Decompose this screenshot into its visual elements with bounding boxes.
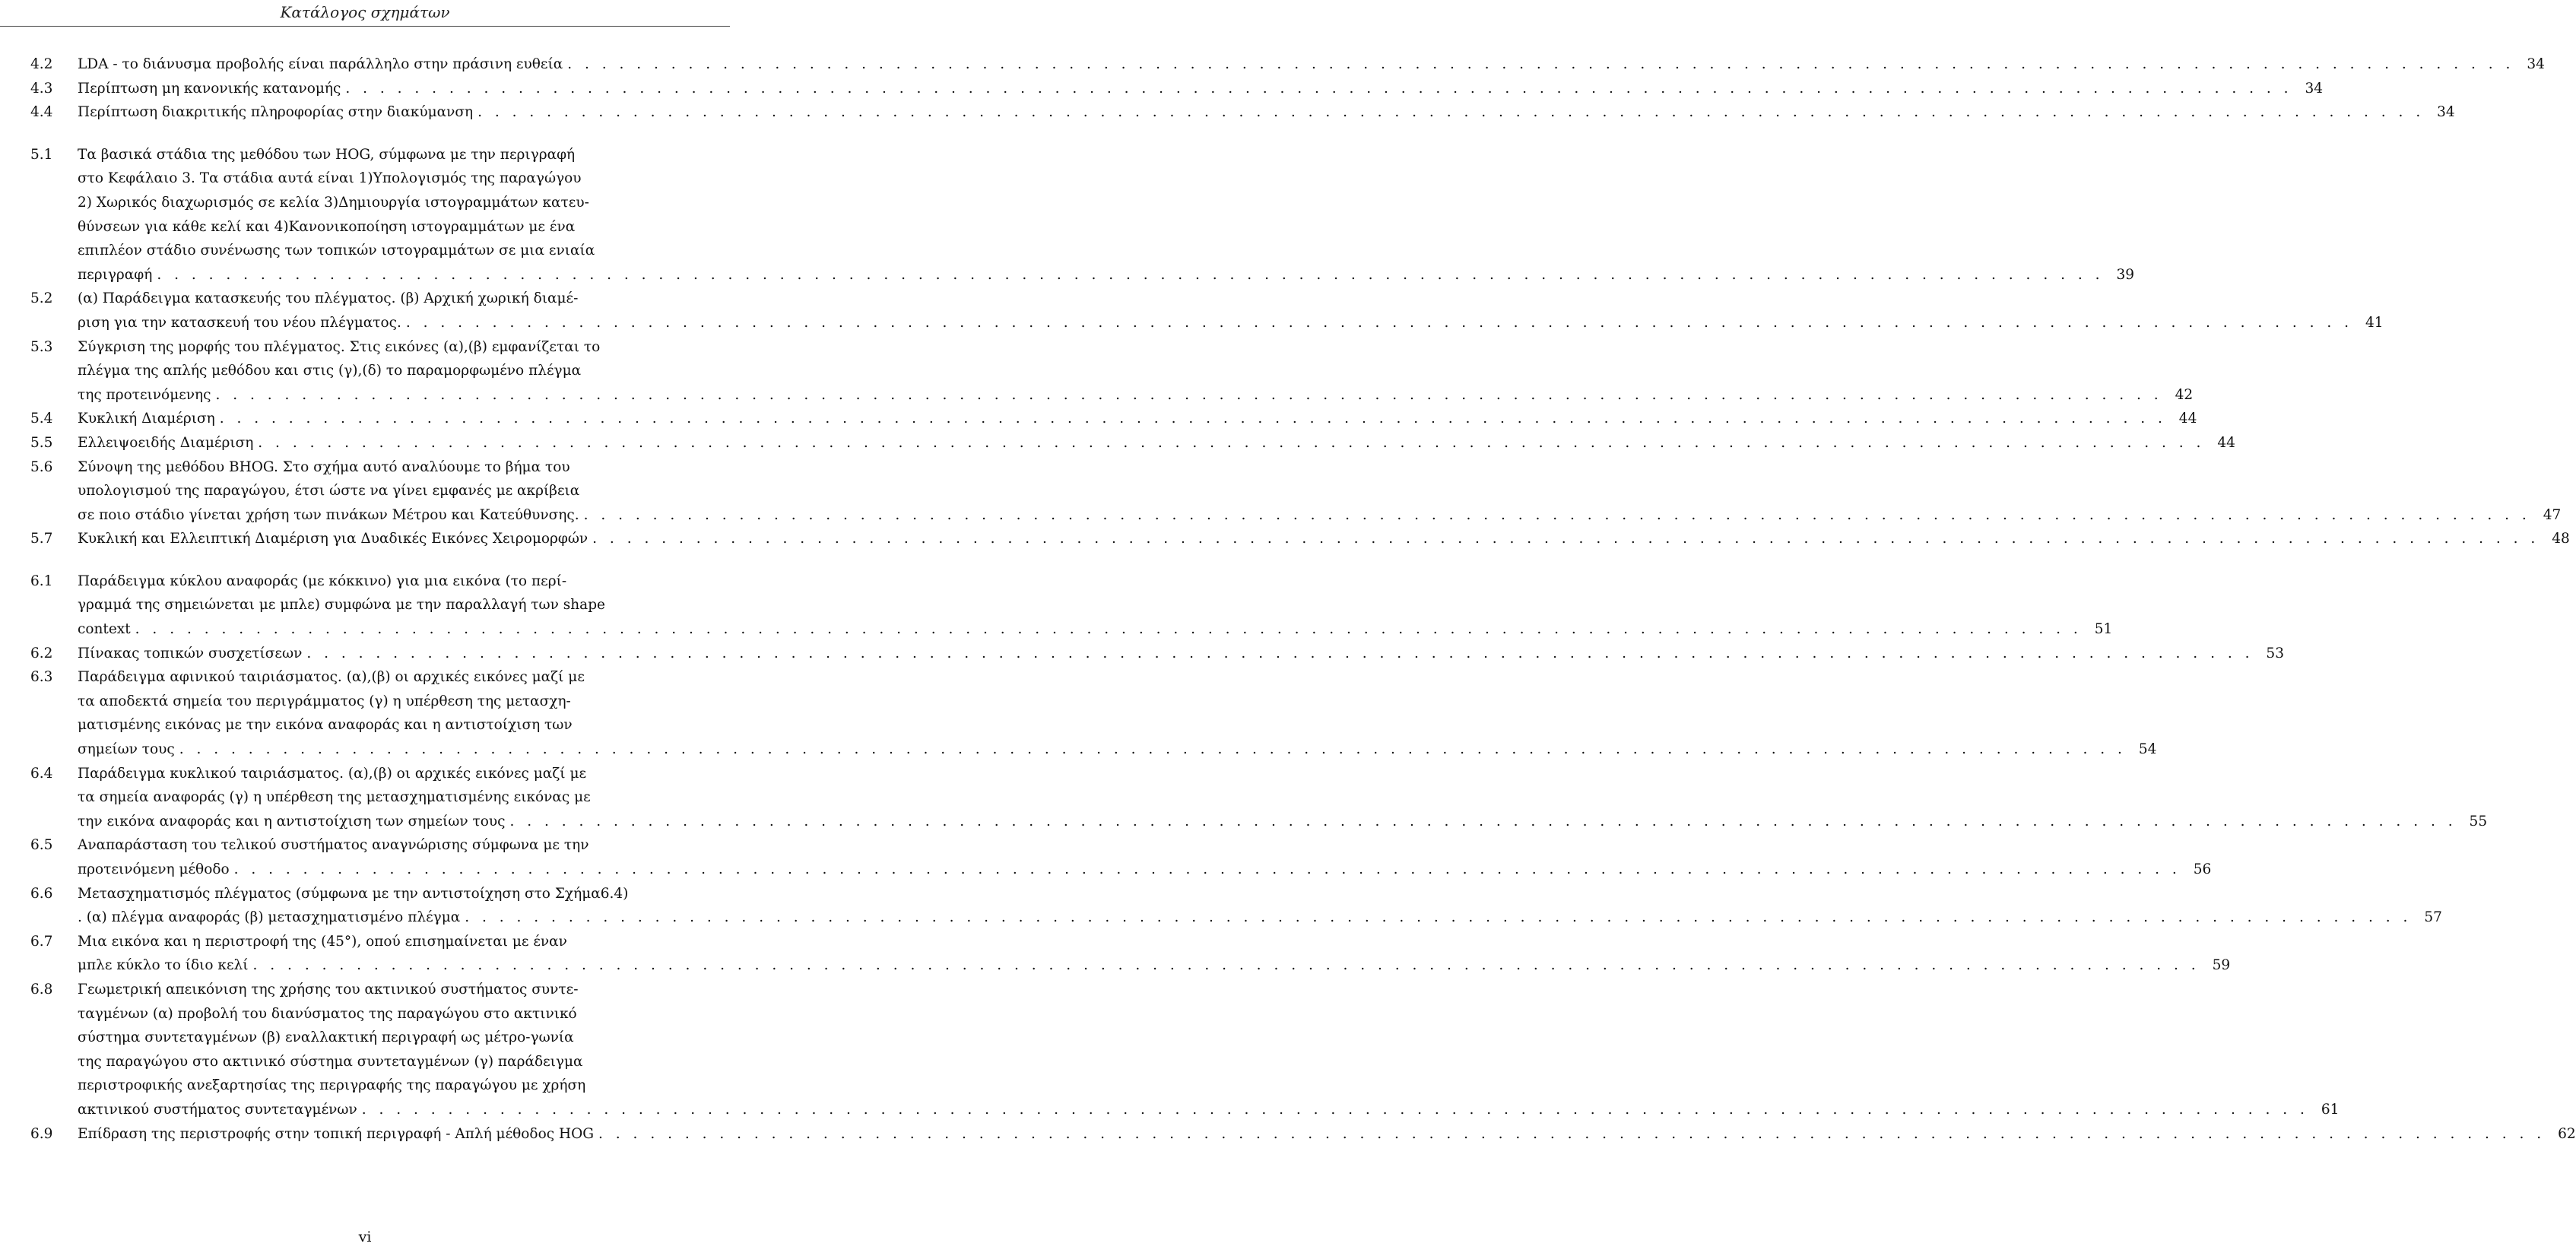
caption-text: Επίδραση της περιστροφής στην τοπική περιγραφή - Απλή μέθοδος HOG — [78, 1125, 595, 1142]
dot-leader — [563, 52, 2514, 77]
caption-text: στο Κεφάλαιο 3. Τα στάδια αυτά είναι 1)Υπολογισμός της παραγώγου — [78, 170, 582, 187]
toc-entry[interactable] — [30, 762, 2488, 834]
running-header: Κατάλογος σχημάτων — [280, 3, 450, 21]
figure-number: 6.2 — [30, 645, 53, 661]
caption-line — [78, 713, 2156, 738]
toc-entry[interactable] — [30, 978, 2340, 1122]
caption-text: Μια εικόνα και η περιστροφή της (45°), οπού επισημαίνεται με έναν — [78, 933, 567, 950]
caption-line — [78, 311, 2384, 335]
caption-text: Πίνακας τοπικών συσχετίσεων — [78, 645, 303, 661]
dot-leader — [249, 953, 2200, 978]
page-reference[interactable]: 51 — [2094, 621, 2113, 638]
caption-line — [78, 407, 2197, 431]
toc-entry[interactable] — [30, 569, 2113, 642]
figure-caption — [78, 882, 2442, 930]
figure-caption — [78, 642, 2284, 666]
figure-caption — [78, 930, 2230, 978]
caption-line — [78, 52, 2545, 77]
page-reference[interactable]: 57 — [2424, 909, 2442, 926]
caption-text: Ελλειψοειδής Διαμέριση — [78, 434, 254, 451]
figure-number: 4.3 — [30, 80, 53, 97]
toc-entry[interactable] — [30, 100, 2455, 125]
page-reference[interactable]: 59 — [2212, 957, 2231, 974]
dot-leader — [473, 100, 2425, 125]
page-reference[interactable]: 55 — [2469, 813, 2488, 830]
toc-entry[interactable] — [30, 665, 2157, 761]
caption-text: της προτεινόμενης — [78, 386, 211, 403]
dot-leader — [211, 383, 2163, 408]
figure-caption — [78, 431, 2235, 455]
caption-line — [78, 810, 2487, 834]
dot-leader — [460, 906, 2412, 930]
dot-leader — [588, 527, 2540, 551]
caption-line — [78, 858, 2211, 882]
toc-entry[interactable] — [30, 335, 2194, 408]
caption-line — [78, 167, 2134, 191]
caption-text: Περίπτωση μη κανονικής κατανομής — [78, 80, 341, 97]
caption-text: ματισμένης εικόνας με την εικόνα αναφοράς και η αντιστοίχιση των — [78, 717, 573, 734]
caption-text: Παράδειγμα αφινικού ταιριάσματος. (α),(β) οι αρχικές εικόνες μαζί με — [78, 669, 585, 686]
dot-leader — [401, 311, 2353, 335]
caption-text: σε ποιο στάδιο γίνεται χρήση των πινάκων Μέτρου και Κατεύθυνσης. — [78, 506, 579, 523]
figure-caption — [78, 77, 2323, 101]
caption-line — [78, 1074, 2339, 1098]
figure-caption — [78, 978, 2339, 1122]
page-reference[interactable]: 54 — [2138, 741, 2157, 758]
caption-line — [78, 833, 2211, 858]
dot-leader — [152, 263, 2104, 287]
figure-caption — [78, 527, 2570, 551]
caption-line — [78, 239, 2134, 263]
caption-text: LDA - το διάνυσμα προβολής είναι παράλληλο στην πράσινη ευθεία — [78, 56, 563, 72]
figure-number: 6.8 — [30, 981, 53, 998]
figure-caption — [78, 407, 2197, 431]
caption-line — [78, 617, 2112, 642]
toc-entry[interactable] — [30, 527, 2570, 551]
caption-text: επιπλέον στάδιο συνένωσης των τοπικών ιστογραμμάτων σε μια ενιαία — [78, 243, 595, 259]
toc-entry[interactable] — [30, 77, 2324, 101]
header-rule — [0, 26, 730, 27]
toc-entry[interactable] — [30, 52, 2545, 77]
caption-line — [78, 738, 2156, 762]
figure-number: 6.4 — [30, 765, 53, 782]
caption-text: ριση για την κατασκευή του νέου πλέγματος. — [78, 314, 401, 331]
caption-text: προτεινόμενη μέθοδο — [78, 861, 230, 877]
dot-leader — [594, 1122, 2546, 1147]
page-reference[interactable]: 44 — [2178, 411, 2197, 427]
caption-text: σύστημα συντεταγμένων (β) εναλλακτική περιγραφή ως μέτρο-γωνία — [78, 1029, 574, 1046]
caption-text: Κυκλική Διαμέριση — [78, 411, 215, 427]
caption-text: σημείων τους — [78, 741, 175, 758]
caption-line — [78, 1026, 2339, 1050]
dot-leader — [341, 77, 2292, 101]
dot-leader — [357, 1098, 2309, 1122]
figure-caption — [78, 287, 2384, 335]
page-reference[interactable]: 61 — [2321, 1101, 2340, 1118]
caption-text: περιγραφή — [78, 266, 153, 283]
caption-line — [78, 665, 2156, 690]
caption-line — [78, 930, 2230, 954]
caption-line — [78, 503, 2561, 528]
caption-text: περιστροφικής ανεξαρτησίας της περιγραφής της παραγώγου με χρήση — [78, 1077, 586, 1094]
figure-caption — [78, 833, 2211, 881]
dot-leader — [215, 407, 2167, 431]
caption-line — [78, 335, 2193, 360]
caption-line — [78, 1002, 2339, 1026]
figure-caption — [78, 762, 2487, 834]
figure-number: 6.3 — [30, 669, 53, 686]
caption-text: γραμμά της σημειώνεται με μπλε) συμφώνα με την παραλλαγή των shape — [78, 597, 605, 614]
figure-caption — [78, 100, 2455, 125]
caption-text: Μετασχηματισμός πλέγματος (σύμφωνα με την αντιστοίχηση στο Σχήμα6.4) — [78, 885, 629, 902]
caption-line — [78, 191, 2134, 215]
toc-entry[interactable] — [30, 1122, 2576, 1147]
toc-entry[interactable] — [30, 455, 2562, 528]
figure-number: 6.1 — [30, 573, 53, 589]
figure-number: 4.2 — [30, 56, 53, 72]
caption-line — [78, 642, 2284, 666]
dot-leader — [230, 858, 2181, 882]
caption-line — [78, 593, 2112, 617]
caption-line — [78, 690, 2156, 714]
caption-text: Παράδειγμα κυκλικού ταιριάσματος. (α),(β) οι αρχικές εικόνες μαζί με — [78, 765, 587, 782]
page-reference[interactable]: 34 — [2305, 80, 2324, 97]
figure-caption — [78, 1122, 2576, 1147]
caption-line — [78, 263, 2134, 287]
page-number: vi — [358, 1229, 372, 1245]
page-reference[interactable]: 34 — [2527, 56, 2545, 72]
figure-caption — [78, 143, 2134, 287]
caption-line — [78, 1122, 2576, 1147]
caption-line — [78, 431, 2235, 455]
caption-text: θύνσεων για κάθε κελί και 4)Κανονικοποίηση ιστογραμμάτων με ένα — [78, 218, 576, 235]
caption-line — [78, 1050, 2339, 1074]
caption-line — [78, 906, 2442, 930]
page-reference[interactable]: 47 — [2543, 506, 2562, 523]
caption-line — [78, 569, 2112, 594]
page-reference[interactable]: 44 — [2217, 434, 2235, 451]
dot-leader — [579, 503, 2531, 528]
page-reference[interactable]: 34 — [2437, 104, 2455, 121]
dot-leader — [253, 431, 2205, 455]
caption-text: Παράδειγμα κύκλου αναφοράς (με κόκκινο) για μια εικόνα (το περί- — [78, 573, 567, 589]
page-reference[interactable]: 39 — [2116, 266, 2134, 283]
toc-entry[interactable] — [30, 287, 2384, 335]
dot-leader — [175, 738, 2127, 762]
toc-entry[interactable] — [30, 930, 2231, 978]
figure-caption — [78, 455, 2561, 528]
page-reference[interactable]: 53 — [2266, 645, 2284, 661]
caption-text: υπολογισμού της παραγώγου, έτσι ώστε να γίνει εμφανές με ακρίβεια — [78, 483, 580, 500]
toc-entry[interactable] — [30, 833, 2212, 881]
caption-text: την εικόνα αναφοράς και η αντιστοίχιση των σημείων τους — [78, 813, 506, 830]
page-reference[interactable]: 48 — [2552, 531, 2570, 547]
caption-line — [78, 77, 2323, 101]
figure-number: 5.5 — [30, 434, 53, 451]
dot-leader — [131, 617, 2083, 642]
caption-line — [78, 100, 2455, 125]
toc-entry[interactable] — [30, 407, 2197, 431]
list-of-figures — [30, 52, 2576, 1146]
caption-text: Τα βασικά στάδια της μεθόδου των HOG, σύμφωνα με την περιγραφή — [78, 146, 576, 163]
caption-line — [78, 383, 2193, 408]
caption-line — [78, 479, 2561, 503]
caption-text: Σύγκριση της μορφής του πλέγματος. Στις εικόνες (α),(β) εμφανίζεται το — [78, 338, 601, 355]
figure-number: 5.1 — [30, 146, 53, 163]
caption-text: ταγμένων (α) προβολή του διανύσματος της παραγώγου στο ακτινικό — [78, 1005, 577, 1022]
figure-number: 5.2 — [30, 290, 53, 307]
figure-caption — [78, 569, 2112, 642]
caption-text: Περίπτωση διακριτικής πληροφορίας στην διακύμανση — [78, 104, 474, 121]
toc-entry[interactable] — [30, 882, 2442, 930]
caption-text: πλέγμα της απλής μεθόδου και στις (γ),(δ) το παραμορφωμένο πλέγμα — [78, 363, 582, 379]
dot-leader — [505, 810, 2457, 834]
caption-line — [78, 1098, 2339, 1122]
toc-entry[interactable] — [30, 642, 2284, 666]
caption-line — [78, 143, 2134, 167]
caption-text: Κυκλική και Ελλειπτική Διαμέριση για Δυαδικές Εικόνες Χειρομορφών — [78, 531, 588, 547]
caption-text: Αναπαράσταση του τελικού συστήματος αναγνώρισης σύμφωνα με την — [78, 837, 589, 854]
figure-number: 6.6 — [30, 885, 53, 902]
caption-text: . (α) πλέγμα αναφοράς (β) μετασχηματισμένο πλέγμα — [78, 909, 461, 926]
caption-text: Σύνοψη της μεθόδου BHOG. Στο σχήμα αυτό αναλύουμε το βήμα του — [78, 458, 570, 475]
figure-number: 5.6 — [30, 458, 53, 475]
caption-line — [78, 978, 2339, 1002]
figure-caption — [78, 335, 2193, 408]
caption-line — [78, 527, 2570, 551]
caption-line — [78, 953, 2230, 978]
figure-caption — [78, 665, 2156, 761]
caption-line — [78, 785, 2487, 810]
caption-line — [78, 762, 2487, 786]
figure-number: 6.7 — [30, 933, 53, 950]
figure-number: 4.4 — [30, 104, 53, 121]
caption-text: Γεωμετρική απεικόνιση της χρήσης του ακτινικού συστήματος συντε- — [78, 981, 579, 998]
caption-text: ακτινικού συστήματος συντεταγμένων — [78, 1101, 357, 1118]
figure-number: 5.3 — [30, 338, 53, 355]
caption-line — [78, 455, 2561, 480]
figure-number: 5.4 — [30, 411, 53, 427]
page-reference[interactable]: 42 — [2175, 386, 2194, 403]
figure-number: 5.7 — [30, 531, 53, 547]
caption-line — [78, 287, 2384, 311]
figure-number: 6.5 — [30, 837, 53, 854]
figure-caption — [78, 52, 2545, 77]
caption-text: τα αποδεκτά σημεία του περιγράμματος (γ) η υπέρθεση της μετασχη- — [78, 693, 571, 709]
figure-number: 6.9 — [30, 1125, 53, 1142]
toc-entry[interactable] — [30, 431, 2235, 455]
page-reference[interactable]: 56 — [2193, 861, 2212, 877]
page-reference[interactable]: 62 — [2558, 1125, 2576, 1142]
caption-text: context — [78, 621, 131, 638]
page-reference[interactable]: 41 — [2365, 314, 2384, 331]
caption-line — [78, 215, 2134, 239]
dot-leader — [302, 642, 2254, 666]
caption-text: 2) Χωρικός διαχωρισμός σε κελία 3)Δημιουργία ιστογραμμάτων κατευ- — [78, 194, 589, 211]
caption-line — [78, 359, 2193, 383]
caption-text: μπλε κύκλο το ίδιο κελί — [78, 957, 249, 974]
toc-entry[interactable] — [30, 143, 2134, 287]
caption-text: της παραγώγου στο ακτινικό σύστημα συντεταγμένων (γ) παράδειγμα — [78, 1053, 583, 1070]
caption-text: τα σημεία αναφοράς (γ) η υπέρθεση της μετασχηματισμένης εικόνας με — [78, 789, 591, 806]
caption-line — [78, 882, 2442, 906]
caption-text: (α) Παράδειγμα κατασκευής του πλέγματος. (β) Αρχική χωρική διαμέ- — [78, 290, 579, 307]
